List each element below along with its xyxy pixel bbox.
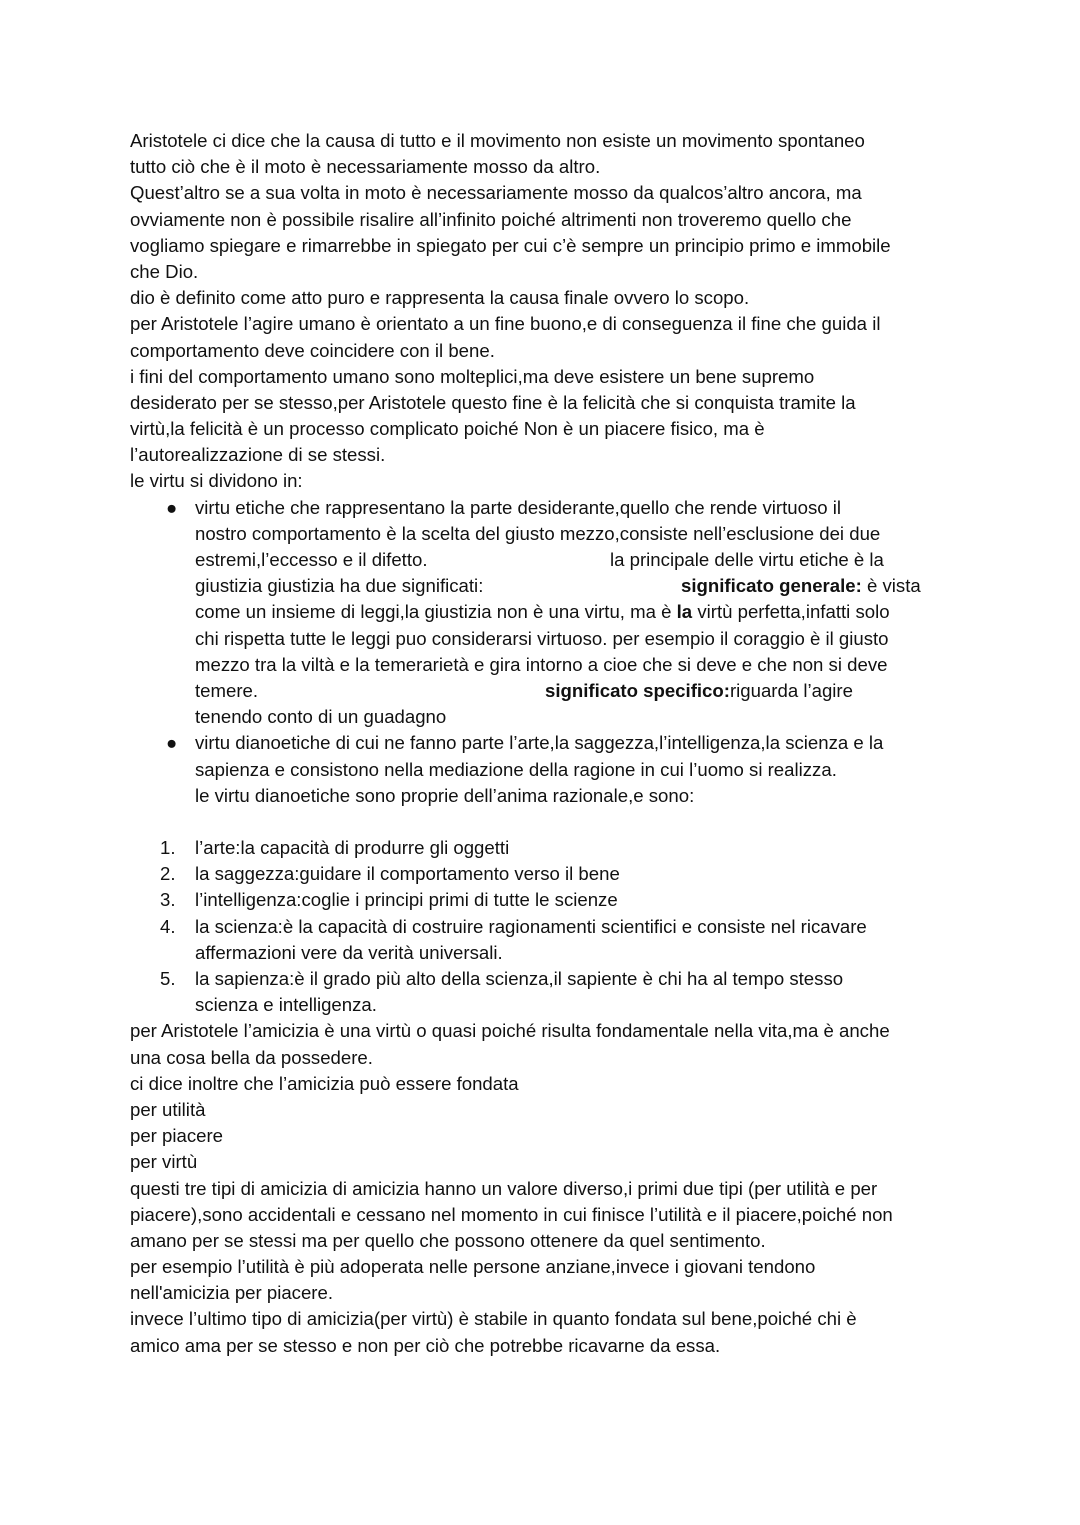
text-segment: riguarda l’agire [729, 679, 853, 701]
text-line: sapienza e consistono nella mediazione della ragione in cui l’uomo si realizza. [195, 758, 837, 780]
text-line: tutto ciò che è il moto è necessariamente mosso da altro. [130, 156, 601, 178]
list-item-continuation: scienza e intelligenza. [195, 994, 377, 1016]
text-segment: estremi,l’eccesso e il difetto. [195, 549, 428, 570]
text-line: per Aristotele l’amicizia è una virtù o quasi poiché risulta fondamentale nella vita,ma è anche [130, 1020, 890, 1042]
list-number: 2. [160, 863, 176, 885]
text-segment: giustizia giustizia ha due significati: [195, 575, 484, 597]
list-number: 4. [160, 915, 176, 937]
bullet-marker: ● [166, 732, 178, 754]
text-line: tenendo conto di un guadagno [195, 706, 447, 728]
text-line: per piacere [130, 1125, 224, 1147]
intro-paragraph [130, 128, 960, 495]
text-line: per Aristotele l’agire umano è orientato a un fine buono,e di conseguenza il fine che guida il [130, 313, 881, 335]
document-page [130, 128, 960, 1359]
text-line: nell'amicizia per piacere. [130, 1282, 334, 1304]
text-line: Quest’altro se a sua volta in moto è necessariamente mosso da qualcos’altro ancora, ma [130, 182, 862, 204]
bullet-marker: ● [166, 496, 178, 518]
text-line: mezzo tra la viltà e la temerarietà e gira intorno a cioe che si deve e che non si deve [195, 653, 888, 675]
text-line: chi rispetta tutte le leggi puo considerarsi virtuoso. per esempio il coraggio è il giusto [195, 627, 889, 649]
text-line: piacere),sono accidentali e cessano nel momento in cui finisce l’utilità e il piacere,poiché non [130, 1203, 893, 1225]
text-line: invece l’ultimo tipo di amicizia(per virtù) è stabile in quanto fondata sul bene,poiché chi è [130, 1308, 857, 1330]
text-line: nostro comportamento è la scelta del giusto mezzo,consiste nell’esclusione dei due [195, 522, 881, 544]
list-item-continuation: affermazioni vere da verità universali. [195, 941, 503, 963]
text-line: vogliamo spiegare e rimarrebbe in spiegato per cui c’è sempre un principio primo e immobile [130, 234, 891, 256]
text-line: ci dice inoltre che l’amicizia può essere fondata [130, 1072, 519, 1094]
text-line: desiderato per se stesso,per Aristotele questo fine è la felicità che si conquista tramite la [130, 391, 856, 413]
friendship-paragraph [130, 1018, 960, 1358]
bold-term: la [676, 601, 693, 623]
text-segment: la principale delle virtu etiche è la [610, 549, 884, 570]
text-line: comportamento deve coincidere con il bene. [130, 339, 495, 361]
text-line: per virtù [130, 1151, 198, 1173]
bullet-item-etiche [130, 495, 960, 731]
text-segment: come un insieme di leggi,la giustizia non è una virtu, ma è [195, 601, 677, 623]
text-line: questi tre tipi di amicizia di amicizia hanno un valore diverso,i primi due tipi (per utilità e per [130, 1177, 878, 1199]
list-item: 1. l’arte:la capacità di produrre gli oggetti [130, 835, 960, 861]
text-line: amico ama per se stesso e non per ciò che potrebbe ricavarne da essa. [130, 1334, 721, 1356]
bullet-item-dianoetiche [130, 730, 960, 809]
bold-term: significato specifico: [545, 679, 730, 701]
text-line: le virtu dianoetiche sono proprie dell’anima razionale,e sono: [195, 784, 695, 806]
bold-term: significato generale: [681, 575, 862, 597]
text-line: Aristotele ci dice che la causa di tutto e il movimento non esiste un movimento spontaneo [130, 130, 865, 151]
text-segment: virtù perfetta,infatti solo [692, 601, 890, 623]
text-line: virtu dianoetiche di cui ne fanno parte l’arte,la saggezza,l’intelligenza,la scienza e la [195, 732, 884, 754]
list-number: 5. [160, 968, 176, 989]
text-line: le virtu si dividono in: [130, 470, 303, 492]
text-line: i fini del comportamento umano sono molteplici,ma deve esistere un bene supremo [130, 365, 815, 387]
list-number: 3. [160, 889, 176, 911]
list-item: 3. l’intelligenza:coglie i principi primi di tutte le scienze [130, 887, 960, 913]
list-item: 4. la scienza:è la capacità di costruire ragionamenti scientifici e consiste nel ricavare [130, 914, 960, 940]
blank-line [130, 809, 960, 835]
text-line: dio è definito come atto puro e rappresenta la causa finale ovvero lo scopo. [130, 287, 750, 309]
text-line: per esempio l’utilità è più adoperata nelle persone anziane,invece i giovani tendono [130, 1256, 816, 1278]
list-item: 2. la saggezza:guidare il comportamento verso il bene [130, 861, 960, 887]
numbered-list [130, 835, 960, 1018]
text-segment: temere. [195, 679, 259, 701]
text-line: ovviamente non è possibile risalire all’infinito poiché altrimenti non troveremo quello che [130, 208, 852, 230]
text-line: virtù,la felicità è un processo complicato poiché Non è un piacere fisico, ma è [130, 418, 765, 440]
text-line: che Dio. [130, 260, 199, 282]
text-line: amano per se stessi ma per quello che possono ottenere da quel sentimento. [130, 1229, 766, 1251]
list-item: 5. la sapienza:è il grado più alto della scienza,il sapiente è chi ha al tempo stesso [130, 966, 960, 992]
text-line: l’autorealizzazione di se stessi. [130, 444, 386, 466]
list-number: 1. [160, 837, 176, 859]
text-segment: è vista [861, 575, 921, 597]
text-line: virtu etiche che rappresentano la parte desiderante,quello che rende virtuoso il [195, 496, 842, 518]
text-line: una cosa bella da possedere. [130, 1046, 373, 1068]
text-line: per utilità [130, 1098, 206, 1120]
